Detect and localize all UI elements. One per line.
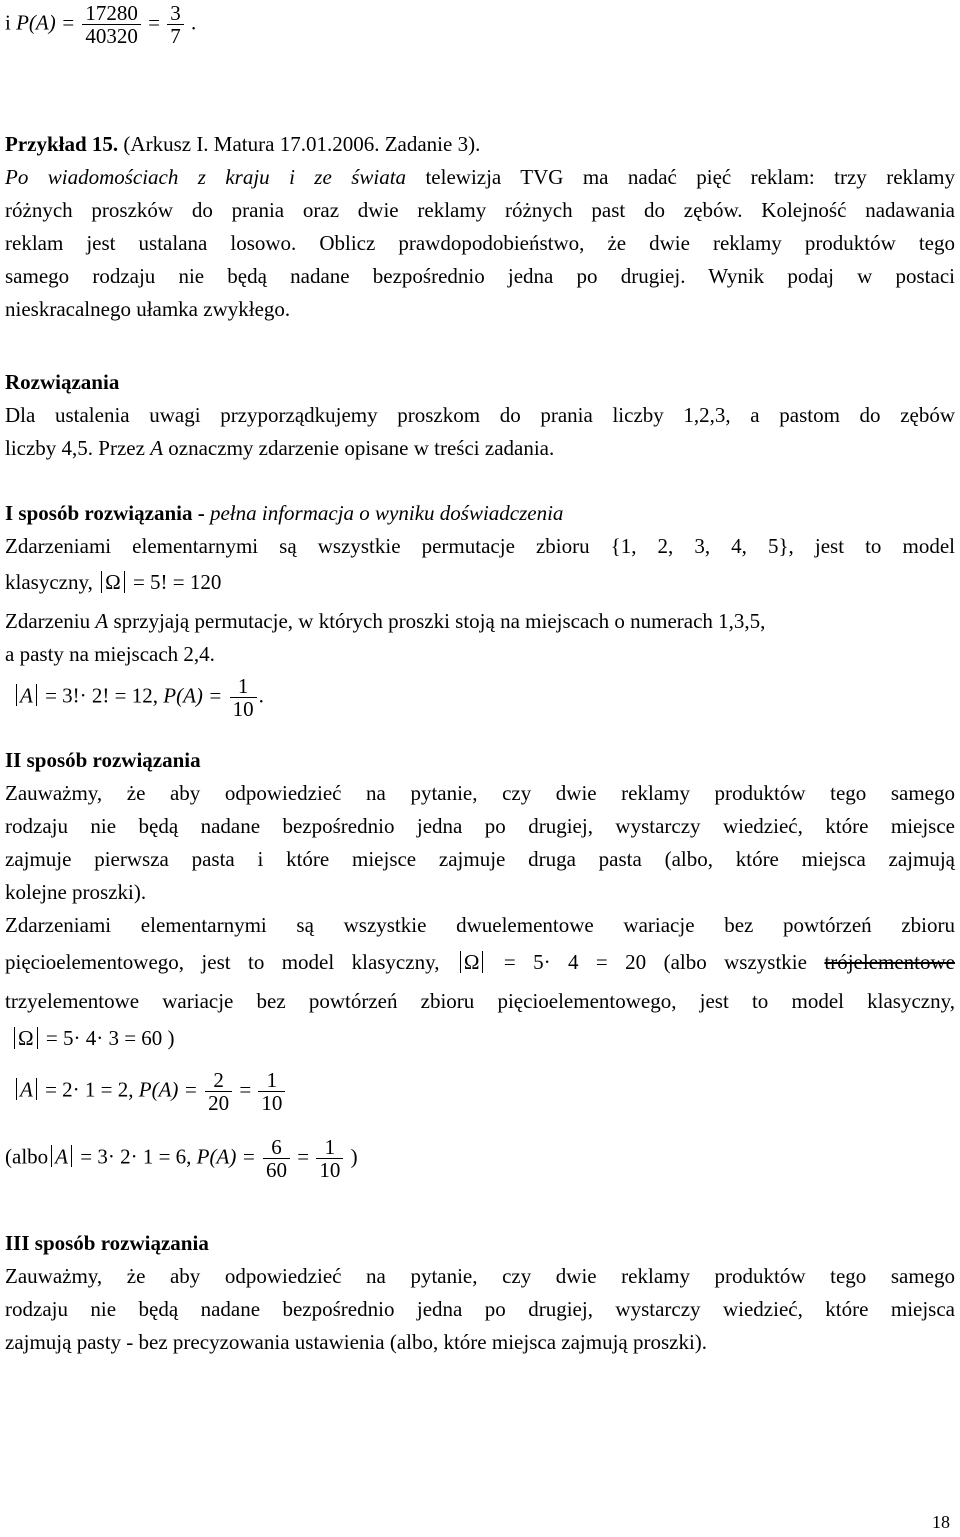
formula-lhs: P(A) = xyxy=(16,10,76,35)
method-two-heading: II sposób rozwiązania xyxy=(5,748,201,772)
example-statement xyxy=(5,128,955,326)
strikethrough-word: trójelementowe xyxy=(824,950,955,974)
text-fragment: liczby 4,5. Przez xyxy=(5,436,145,460)
abs-bar xyxy=(124,571,125,593)
abs-bar xyxy=(36,684,37,706)
event-variable: A xyxy=(20,683,33,708)
formula-prefix: i xyxy=(5,10,11,35)
method-three-line: zajmują pasty - bez precyzowania ustawienia (albo, które miejsca zajmują proszki). xyxy=(5,1330,708,1354)
text-fragment: (albo wszystkie xyxy=(663,950,807,974)
text-fragment: Zdarzeniami elementarnymi są wszystkie permutacje zbioru xyxy=(5,534,590,558)
solutions-line: Dla ustalenia uwagi przyporządkujemy proszkom do prania liczby 1,2,3, a pastom do zębów xyxy=(5,403,955,427)
text-fragment: pięcioelementowego, jest to model klasyczny, xyxy=(5,950,440,974)
example-line: samego rodzaju nie będą nadane bezpośrednio jedna po drugiej. Wynik podaj w postaci xyxy=(5,264,955,288)
fraction-numerator: 17280 xyxy=(82,2,141,25)
method-two-line: zajmuje pierwsza pasta i które miejsce zajmuje druga pasta (albo, które miejsca zajmują xyxy=(5,847,955,871)
text-fragment: (albo xyxy=(5,1144,49,1169)
text-fragment: klasyczny, xyxy=(5,570,93,594)
event-variable: A xyxy=(150,436,164,460)
text-fragment: sprzyjają permutacje, w których proszki stoją na miejscach o numerach 1,3,5, xyxy=(113,609,766,633)
abs-bar xyxy=(482,951,483,973)
fraction-1-10 xyxy=(258,1069,285,1114)
set-notation: {1, 2, 3, 4, 5}, xyxy=(610,534,794,558)
text-fragment: Zdarzeniu xyxy=(5,609,91,633)
method-one-line xyxy=(5,530,955,563)
example-line xyxy=(5,161,955,194)
formula-text: = 5· 4· 3 = 60 ) xyxy=(45,1026,175,1050)
example-text: telewizja TVG ma nadać pięć reklam: trzy reklamy xyxy=(425,165,956,189)
formula-text: = 2· 1 = 2, xyxy=(45,1077,134,1102)
method-two-formula-2 xyxy=(5,1136,955,1181)
abs-bar xyxy=(36,1078,37,1100)
fraction-denominator: 7 xyxy=(170,24,181,49)
fraction-numerator: 3 xyxy=(167,2,184,25)
fraction-17280-40320 xyxy=(82,2,141,47)
fraction-denominator: 10 xyxy=(232,697,254,722)
example-line: reklam jest ustalana losowo. Oblicz prawdopodobieństwo, że dwie reklamy produktów tego xyxy=(5,231,955,255)
text-fragment: jest to model xyxy=(814,534,955,558)
method-two-line: rodzaju nie będą nadane bezpośrednio jedna po drugiej, wystarczy wiedzieć, które miejsce xyxy=(5,814,955,838)
probability-lhs: P(A) = xyxy=(163,683,223,708)
formula-equals: = xyxy=(297,1144,310,1169)
example-line: nieskracalnego ułamka zwykłego. xyxy=(5,297,291,321)
fraction-2-20 xyxy=(205,1069,232,1114)
formula-text: = 3!· 2! = 12, xyxy=(45,683,158,708)
method-two-line: trzyelementowe wariacje bez powtórzeń zbioru pięcioelementowego, jest to model klasyczny, xyxy=(5,989,955,1013)
formula-end: . xyxy=(258,683,264,708)
text-fragment: oznaczmy zdarzenie opisane w treści zadania. xyxy=(168,436,555,460)
example-source: (Arkusz I. Matura 17.01.2006. Zadanie 3). xyxy=(123,132,481,156)
method-one-line xyxy=(5,566,955,599)
formula-text: = 5! = 120 xyxy=(132,570,222,594)
formula-equals: = xyxy=(239,1077,252,1102)
solutions-section xyxy=(5,366,955,465)
method-three-line: rodzaju nie będą nadane bezpośrednio jedna po drugiej, wystarczy wiedzieć, które miejsca xyxy=(5,1297,955,1321)
method-three-heading: III sposób rozwiązania xyxy=(5,1231,209,1255)
method-two-formula-1 xyxy=(5,1069,955,1114)
event-variable: A xyxy=(20,1077,33,1102)
event-variable: A xyxy=(95,609,109,633)
abs-bar xyxy=(37,1027,38,1049)
example-header xyxy=(5,128,955,161)
method-two xyxy=(5,744,955,1181)
solutions-heading: Rozwiązania xyxy=(5,370,120,394)
example-line: różnych proszków do prania oraz dwie reklamy różnych past do zębów. Kolejność nadawania xyxy=(5,198,955,222)
method-two-line: kolejne proszki). xyxy=(5,880,147,904)
abs-bar xyxy=(51,1145,52,1167)
method-two-line: Zdarzeniami elementarnymi są wszystkie dwuelementowe wariacje bez powtórzeń zbioru xyxy=(5,913,955,937)
method-two-line: Zauważmy, że aby odpowiedzieć na pytanie, czy dwie reklamy produktów tego samego xyxy=(5,781,955,805)
page-number: 18 xyxy=(932,1512,950,1532)
probability-lhs: P(A) = xyxy=(196,1144,256,1169)
fraction-denominator: 20 xyxy=(208,1091,230,1116)
method-one xyxy=(5,497,955,720)
formula-end: . xyxy=(191,10,197,35)
heading-bold: I sposób rozwiązania - xyxy=(5,501,205,525)
abs-bar xyxy=(14,1027,15,1049)
fraction-denominator: 10 xyxy=(319,1158,341,1183)
method-one-line: a pasty na miejscach 2,4. xyxy=(5,642,215,666)
abs-bar xyxy=(460,951,461,973)
fraction-numerator: 1 xyxy=(258,1069,285,1092)
top-formula xyxy=(5,2,955,47)
method-two-line xyxy=(5,946,955,979)
abs-bar xyxy=(16,1078,17,1100)
fraction-numerator: 1 xyxy=(316,1136,343,1159)
fraction-3-7 xyxy=(167,2,184,47)
formula-text: = 5· 4 = 20 xyxy=(503,950,647,974)
omega-symbol: Ω xyxy=(463,950,480,974)
probability-lhs: P(A) = xyxy=(138,1077,198,1102)
fraction-denominator: 60 xyxy=(265,1158,287,1183)
method-two-omega-line xyxy=(5,1022,955,1055)
fraction-denominator: 40320 xyxy=(85,24,138,49)
omega-symbol: Ω xyxy=(105,570,121,594)
fraction-6-60 xyxy=(263,1136,290,1181)
method-three-line: Zauważmy, że aby odpowiedzieć na pytanie, czy dwie reklamy produktów tego samego xyxy=(5,1264,955,1288)
abs-bar xyxy=(101,571,102,593)
fraction-numerator: 6 xyxy=(263,1136,290,1159)
example-title: Przykład 15. xyxy=(5,132,119,156)
method-one-heading xyxy=(5,497,955,530)
method-one-formula xyxy=(5,675,955,720)
method-three xyxy=(5,1227,955,1359)
heading-italic: pełna informacja o wyniku doświadczenia xyxy=(209,501,564,525)
method-one-line xyxy=(5,605,955,638)
event-variable: A xyxy=(55,1144,68,1169)
fraction-1-10 xyxy=(316,1136,343,1181)
omega-formula xyxy=(457,950,646,974)
fraction-1-10 xyxy=(230,675,257,720)
fraction-numerator: 1 xyxy=(230,675,257,698)
formula-text: = 3· 2· 1 = 6, xyxy=(80,1144,192,1169)
abs-bar xyxy=(71,1145,72,1167)
text-fragment: ) xyxy=(350,1144,358,1169)
fraction-denominator: 10 xyxy=(261,1091,283,1116)
fraction-numerator: 2 xyxy=(205,1069,232,1092)
example-italic-title: Po wiadomościach z kraju i ze świata xyxy=(5,165,407,189)
abs-bar xyxy=(16,684,17,706)
solutions-line xyxy=(5,432,955,465)
omega-symbol: Ω xyxy=(18,1026,34,1050)
formula-equals: = xyxy=(148,10,160,35)
